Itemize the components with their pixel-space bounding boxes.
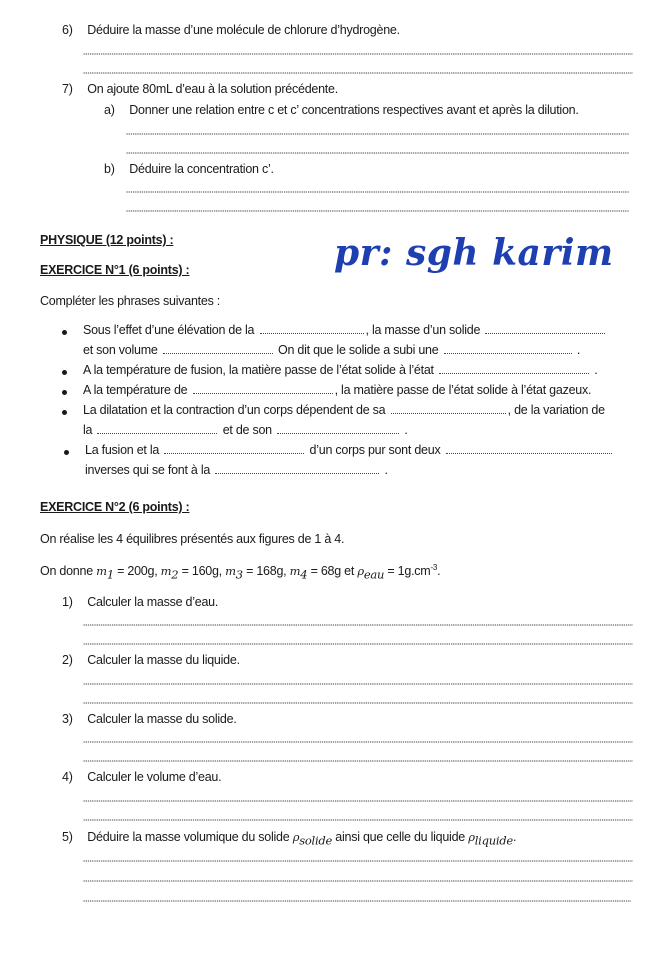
sentence-text: . [401, 423, 408, 437]
question-text: Donner une relation entre c et c’ concentrations respectives avant et après la dilution. [129, 103, 579, 117]
density-exponent: -3 [430, 563, 438, 572]
sentence-text: inverses qui se font à la [85, 463, 211, 477]
answer-line[interactable] [83, 72, 633, 74]
answer-line[interactable] [83, 760, 633, 762]
density-symbol: ρ [357, 564, 364, 579]
answer-line[interactable] [83, 800, 633, 802]
fill-in-sentence [85, 443, 614, 457]
question-text: Calculer la masse du liquide. [87, 653, 240, 667]
sentence-text: Sous l’effet d’une élévation de la [83, 323, 255, 337]
sentence-text: , la matière passe de l’état solide à l’état gazeux. [334, 383, 592, 397]
density-symbol: ρ [292, 830, 300, 844]
question-5 [62, 830, 516, 848]
fill-in-sentence [83, 343, 580, 357]
bullet-icon [62, 410, 67, 415]
question-number: 6) [62, 23, 73, 37]
mass-value: = 160g, [178, 564, 226, 579]
sentence-text: La dilatation et la contraction d’un corps dépendent de sa [83, 403, 386, 417]
sentence-text: et de son [219, 423, 272, 437]
sentence-text: A la température de fusion, la matière passe de l’état solide à l’état [83, 363, 434, 377]
blank-field[interactable] [277, 424, 399, 434]
sentence-text: et son volume [83, 343, 158, 357]
exercise-1-instruction: Compléter les phrases suivantes : [40, 294, 221, 308]
mass-symbol: m [289, 564, 301, 579]
bullet-icon [62, 330, 67, 335]
question-number: 7) [62, 82, 73, 96]
blank-field[interactable] [97, 424, 217, 434]
question-text: Calculer la masse du solide. [87, 712, 237, 726]
blank-field[interactable] [193, 384, 333, 394]
answer-line[interactable] [83, 624, 633, 626]
mass-subscript: 3 [235, 567, 243, 582]
sentence-text: . [381, 463, 388, 477]
blank-field[interactable] [446, 444, 612, 454]
bullet-icon [64, 450, 69, 455]
blank-field[interactable] [391, 404, 506, 414]
fill-in-sentence [85, 463, 388, 477]
question-2 [62, 653, 240, 667]
sentence-text: . [573, 343, 581, 357]
mass-symbol: m [96, 564, 107, 579]
question-number: 5) [62, 830, 73, 844]
density-symbol: ρ [468, 830, 475, 844]
question-1 [62, 595, 218, 609]
sentence-text: , la masse d’un solide [365, 323, 481, 337]
question-text: ainsi que celle du liquide [332, 830, 469, 844]
question-6 [62, 23, 400, 37]
answer-line[interactable] [83, 819, 633, 821]
fill-in-sentence [83, 423, 408, 437]
mass-value: = 68g et [307, 564, 358, 579]
answer-line[interactable] [83, 900, 631, 902]
author-signature: pr: sgh karim [334, 232, 614, 274]
given-values [40, 563, 440, 582]
density-subscript: liquide [474, 833, 513, 848]
question-number: 1) [62, 595, 73, 609]
sentence-text: . [591, 363, 598, 377]
answer-line[interactable] [83, 683, 633, 685]
sentence-text: On dit que le solide a subi une [274, 343, 439, 357]
blank-field[interactable] [164, 444, 304, 454]
mass-subscript: 2 [171, 567, 179, 582]
exercise-2-heading: EXERCICE N°2 (6 points) : [40, 500, 190, 514]
question-number: b) [104, 162, 115, 176]
sentence-text: d’un corps pur sont deux [306, 443, 441, 457]
question-number: a) [104, 103, 115, 117]
question-number: 2) [62, 653, 73, 667]
question-3 [62, 712, 237, 726]
density-subscript: solide [299, 833, 333, 848]
mass-subscript: 1 [106, 567, 114, 582]
sentence-text: A la température de [83, 383, 188, 397]
question-text: Déduire la masse d’une molécule de chlorure d’hydrogène. [87, 23, 400, 37]
mass-subscript: 4 [300, 567, 308, 582]
blank-field[interactable] [439, 364, 589, 374]
answer-line[interactable] [126, 133, 629, 135]
answer-line[interactable] [126, 210, 629, 212]
mass-value: = 168g, [242, 564, 290, 579]
answer-line[interactable] [83, 880, 633, 882]
fill-in-sentence [83, 403, 605, 417]
question-text: Calculer la masse d’eau. [87, 595, 219, 609]
question-text: . [512, 830, 517, 844]
question-text: Calculer le volume d’eau. [87, 770, 222, 784]
blank-field[interactable] [215, 464, 379, 474]
physique-heading: PHYSIQUE (12 points) : [40, 233, 174, 247]
mass-value: = 200g, [113, 564, 161, 579]
question-7 [62, 82, 338, 96]
density-value: = 1g.cm [384, 564, 431, 579]
exercise-2-intro: On réalise les 4 équilibres présentés aux figures de 1 à 4. [40, 532, 345, 546]
bullet-icon [62, 390, 67, 395]
question-text: Déduire la masse volumique du solide [87, 830, 293, 844]
answer-line[interactable] [83, 741, 633, 743]
answer-line[interactable] [83, 53, 633, 55]
sentence-text: La fusion et la [85, 443, 160, 457]
question-number: 3) [62, 712, 73, 726]
question-4 [62, 770, 221, 784]
mass-symbol: m [160, 564, 172, 579]
fill-in-sentence [83, 323, 607, 337]
sentence-text: , de la variation de [507, 403, 605, 417]
given-prefix: On donne [40, 564, 93, 579]
sentence-text: la [83, 423, 93, 437]
question-text: On ajoute 80mL d’eau à la solution précédente. [87, 82, 338, 96]
bullet-icon [62, 370, 67, 375]
mass-symbol: m [225, 564, 236, 579]
question-7b [104, 162, 274, 176]
question-7a [104, 103, 579, 117]
answer-line[interactable] [83, 702, 633, 704]
exercise-1-heading: EXERCICE N°1 (6 points) : [40, 263, 190, 277]
fill-in-sentence [83, 363, 597, 377]
fill-in-sentence [83, 383, 591, 397]
blank-field[interactable] [485, 324, 605, 334]
question-number: 4) [62, 770, 73, 784]
answer-line[interactable] [83, 860, 633, 862]
blank-field[interactable] [444, 344, 572, 354]
blank-field[interactable] [163, 344, 273, 354]
question-text: Déduire la concentration c’. [129, 162, 274, 176]
given-end: . [437, 564, 441, 579]
answer-line[interactable] [126, 152, 629, 154]
blank-field[interactable] [260, 324, 364, 334]
answer-line[interactable] [83, 643, 633, 645]
density-subscript: eau [363, 567, 385, 582]
answer-line[interactable] [126, 191, 629, 193]
